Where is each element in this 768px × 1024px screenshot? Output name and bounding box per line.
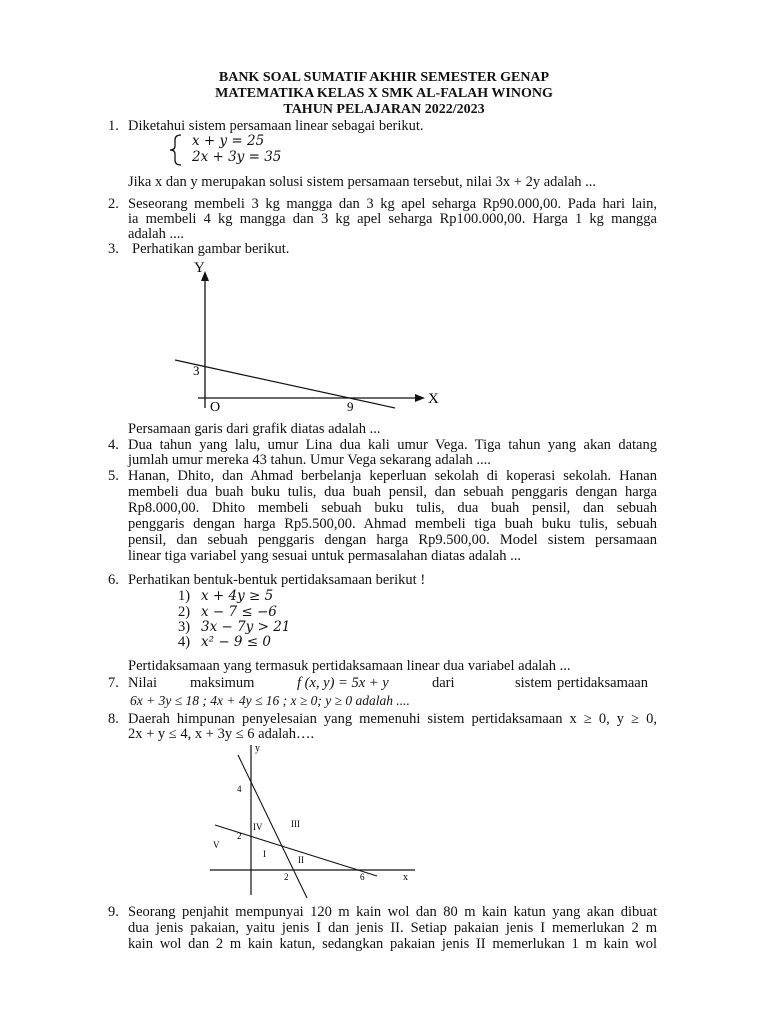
x-tick-6: 6 — [360, 872, 365, 882]
question-text: Diketahui sistem persamaan linear sebagai berikut. — [128, 118, 424, 134]
question-line: Seseorang membeli 3 kg mangga dan 3 kg apel seharga Rp90.000,00. Pada hari lain, — [128, 196, 657, 212]
question-number: 5. — [108, 468, 119, 484]
option-number: 3) — [178, 619, 191, 635]
option-expression: x + 4y ≥ 5 — [201, 588, 274, 604]
origin-label: O — [210, 400, 221, 415]
question-line: penggaris dengan harga Rp5.500,00. Ahmad membeli tiga buah buku tulis, sebuah — [128, 516, 657, 532]
question-line: membeli dua buah buku tulis, dua buah pensil, dan sebuah penggaris dengan harga — [128, 484, 657, 500]
question-line: dua jenis pakaian, yaitu jenis I dan jenis II. Setiap pakaian jenis I memerlukan 2 m — [128, 920, 657, 936]
question-line: 2x + y ≤ 4, x + 3y ≤ 6 adalah…. — [128, 726, 315, 742]
x-tick-2: 2 — [284, 872, 289, 882]
question-ask: Jika x dan y merupakan solusi sistem persamaan tersebut, nilai 3x + 2y adalah ... — [128, 174, 597, 190]
question-text: Perhatikan gambar berikut. — [132, 241, 290, 257]
option-number: 4) — [178, 634, 191, 650]
option-expression: 3x − 7y > 21 — [201, 619, 291, 635]
equation-1: x + y = 25 — [192, 133, 265, 149]
region-III-label: III — [291, 819, 300, 829]
question-text: Perhatikan bentuk-bentuk pertidaksamaan berikut ! — [128, 572, 426, 588]
question-line: Hanan, Dhito, dan Ahmad berbelanja keperluan sekolah di koperasi sekolah. Hanan — [128, 468, 657, 484]
y-intercept-label: 3 — [193, 363, 200, 378]
question-line: Dua tahun yang lalu, umur Lina dua kali umur Vega. Tiga tahun yang akan datang — [128, 437, 657, 453]
y-axis-label: Y — [194, 260, 205, 276]
equation-2: 2x + 3y = 35 — [192, 149, 282, 165]
option-expression: x − 7 ≤ −6 — [201, 604, 277, 620]
x-intercept-label: 9 — [347, 399, 354, 414]
region-V-label: V — [213, 840, 220, 850]
question-number: 4. — [108, 437, 119, 453]
header-title-2: MATEMATIKA KELAS X SMK AL-FALAH WINONG — [215, 86, 553, 101]
question-ask: Pertidaksamaan yang termasuk pertidaksamaan linear dua variabel adalah ... — [128, 658, 571, 674]
constraint-list: 6x + 3y ≤ 18 ; 4x + 4y ≤ 16 ; x ≥ 0; y ≥ 0 adalah .... — [130, 693, 410, 708]
y-tick-4: 4 — [237, 784, 242, 794]
system-brace — [168, 134, 184, 166]
question-number: 7. — [108, 675, 119, 691]
header-title-1: BANK SOAL SUMATIF AKHIR SEMESTER GENAP — [218, 70, 550, 85]
question-line: adalah .... — [128, 226, 184, 242]
question-number: 9. — [108, 904, 119, 920]
question-number: 1. — [108, 118, 119, 134]
x-axis-label: x — [403, 872, 408, 883]
option-number: 1) — [178, 588, 191, 604]
question-ask: Persamaan garis dari grafik diatas adalah ... — [128, 421, 381, 437]
question-number: 3. — [108, 241, 119, 257]
question-line: Rp8.000,00. Dhito membeli sebuah buku tulis, dua buah pensil, dan sebuah — [128, 500, 657, 516]
question-number: 8. — [108, 711, 119, 727]
question-word: maksimum — [190, 675, 255, 691]
x-axis-arrow — [415, 394, 425, 402]
question-line: Seorang penjahit mempunyai 120 m kain wol dan 80 m kain katun yang akan dibuat — [128, 904, 657, 920]
objective-function: f (x, y) = 5x + y — [297, 675, 389, 691]
question-line: jumlah umur mereka 43 tahun. Umur Vega sekarang adalah .... — [128, 452, 491, 468]
question-line: linear tiga variabel yang sesuai untuk permasalahan diatas adalah ... — [128, 548, 521, 564]
line-graph — [170, 258, 450, 418]
region-II-label: II — [298, 855, 304, 865]
option-number: 2) — [178, 604, 191, 620]
question-line: ia membeli 4 kg mangga dan 3 kg apel seharga Rp100.000,00. Harga 1 kg mangga — [128, 211, 657, 227]
graph-line — [175, 360, 395, 408]
header-title-3: TAHUN PELAJARAN 2022/2023 — [283, 102, 485, 117]
question-line: Daerah himpunan penyelesaian yang memenuhi sistem pertidaksamaan x ≥ 0, y ≥ 0, — [128, 711, 657, 727]
region-graph — [205, 740, 420, 900]
question-number: 6. — [108, 572, 119, 588]
question-number: 2. — [108, 196, 119, 212]
option-expression: x² − 9 ≤ 0 — [201, 634, 271, 650]
region-I-label: I — [263, 849, 266, 859]
region-IV-label: IV — [253, 822, 263, 832]
question-line: pensil, dan sebuah penggaris dengan harga Rp9.500,00. Model sistem persamaan — [128, 532, 657, 548]
y-tick-2: 2 — [237, 831, 242, 841]
question-word: dari — [432, 675, 455, 691]
x-axis-label: X — [428, 391, 439, 407]
y-axis-label: y — [255, 743, 260, 754]
question-word: pertidaksamaan — [557, 675, 648, 691]
question-word: Nilai — [128, 675, 157, 691]
question-line: kain wol dan 2 m kain katun, sedangkan pakaian jenis II memerlukan 1 m kain wol — [128, 936, 657, 952]
question-word: sistem — [515, 675, 553, 691]
